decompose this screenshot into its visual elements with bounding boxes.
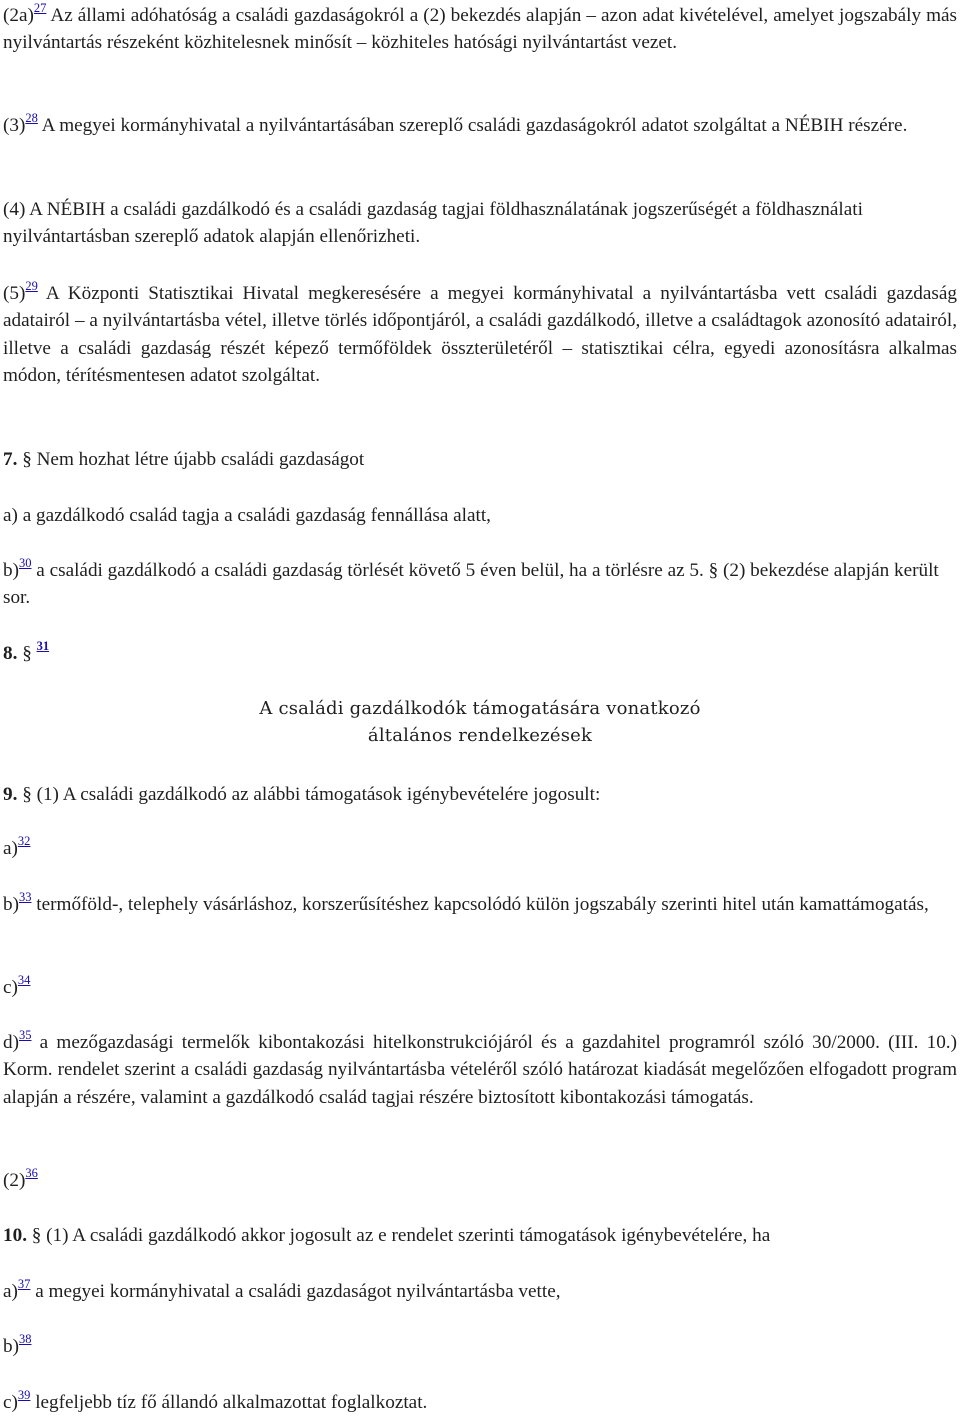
section-8-title: 8. § $^{31}$ — [3, 639, 50, 664]
section-sign: § — [22, 784, 32, 805]
section-heading — [3, 695, 957, 750]
section-9-paragraph-2: (2)$^{36}$ — [3, 1166, 38, 1191]
footnote-link-30[interactable]: 30 — [18, 556, 32, 570]
footnote-link-31[interactable]: 31 — [36, 639, 50, 653]
footnote-link-32[interactable]: 32 — [17, 834, 31, 848]
footnote-link-37[interactable]: 37 — [17, 1277, 31, 1291]
heading-line-1: A családi gazdálkodók támogatására vonatkozó — [259, 698, 701, 719]
section-9-point-a: a)$^{32}$ — [3, 834, 31, 859]
section-7-point-a: a) a gazdálkodó család tagja a családi gazdaság fennállása alatt, — [3, 505, 491, 526]
footnote-link-35[interactable]: 35 — [18, 1028, 32, 1042]
section-9-point-c: c)$^{34}$ — [3, 973, 31, 998]
footnote-link-28[interactable]: 28 — [25, 111, 38, 125]
footnote-link-39[interactable]: 39 — [17, 1388, 31, 1402]
footnote-link-36[interactable]: 36 — [25, 1166, 38, 1180]
section-10-point-a: a)$^{37}$ a megyei kormányhivatal a családi gazdaságot nyilvántartásba vette, — [3, 1277, 561, 1302]
footnote-link-27[interactable]: 27 — [33, 1, 47, 15]
paragraph-2a: (2a)$^{27}$ Az állami adóhatóság a családi gazdaságokról a (2) bekezdés alapján – azon adat kivételével, amelyet jogszabály más nyilvántartás részeként közhitelesnek minősít – közhiteles hatósági nyilvántartást vezet. — [3, 1, 957, 54]
section-10-point-b: b)$^{38}$ — [3, 1332, 32, 1357]
section-10-title: 10. § (1) A családi gazdálkodó akkor jogosult az e rendelet szerinti támogatások igénybevételére, ha — [3, 1225, 771, 1246]
section-9-point-d: d)$^{35}$ a mezőgazdasági termelők kibontakozási hitelkonstrukciójáról és a gazdahitel programról szóló 30/2000. (III. 10.) Korm. rendelet szerint a családi gazdaság nyilvántartásba vételéről szóló határozat kiadását megelőzően elfogadott program alapján a részére, valamint a gazdálkodó család tagjai részére biztosított kibontakozási támogatás. — [3, 1028, 957, 1108]
section-sign: § — [31, 1225, 42, 1246]
section-sign: § — [22, 449, 32, 470]
footnote-link-34[interactable]: 34 — [17, 973, 31, 987]
heading-line-2: általános rendelkezések — [367, 725, 593, 747]
section-sign: § — [22, 643, 32, 664]
footnote-link-33[interactable]: 33 — [18, 890, 32, 904]
section-10-point-c: c)$^{39}$ legfeljebb tíz fő állandó alkalmazottat foglalkoztat. — [3, 1388, 428, 1413]
section-7-title: 7. § Nem hozhat létre újabb családi gazdaságot — [3, 449, 365, 470]
paragraph-3: (3)$^{28}$ A megyei kormányhivatal a nyilvántartásában szereplő családi gazdaságokról adatot szolgáltat a NÉBIH részére. — [3, 111, 908, 136]
section-9-point-b: b)$^{33}$ termőföld-, telephely vásárláshoz, korszerűsítéshez kapcsolódó külön jogszabály szerinti hitel után kamattámogatás, — [3, 890, 929, 915]
footnote-link-38[interactable]: 38 — [18, 1332, 32, 1346]
paragraph-4: (4) A NÉBIH a családi gazdálkodó és a családi gazdaság tagjai földhasználatának jogszerűségét a földhasználati nyilvántartásban szereplő adatok alapján ellenőrizheti. — [3, 199, 863, 248]
section-9-title: 9. § (1) A családi gazdálkodó az alábbi támogatások igénybevételére jogosult: — [3, 784, 601, 805]
section-7-point-b: b)$^{30}$ a családi gazdálkodó a családi gazdaság törlését követő 5 éven belül, ha a törlésre az 5. § (2) bekezdése alapján került sor. — [3, 556, 939, 609]
footnote-link-29[interactable]: 29 — [25, 279, 38, 293]
paragraph-5: (5)$^{29}$ A Központi Statisztikai Hivatal megkeresésére a megyei kormányhivatal a nyilvántartásba vett családi gazdaság adatairól – a nyilvántartásba vétel, illetve törlés időpontjáról, a családi gazdálkodó, illetve a családtagok azonosító adatairól, illetve a családi gazdaság részét képező termőföldek összterületéről – statisztikai célra, egyedi azonosításra alkalmas módon, térítésmentesen adatot szolgáltat. — [3, 279, 957, 387]
